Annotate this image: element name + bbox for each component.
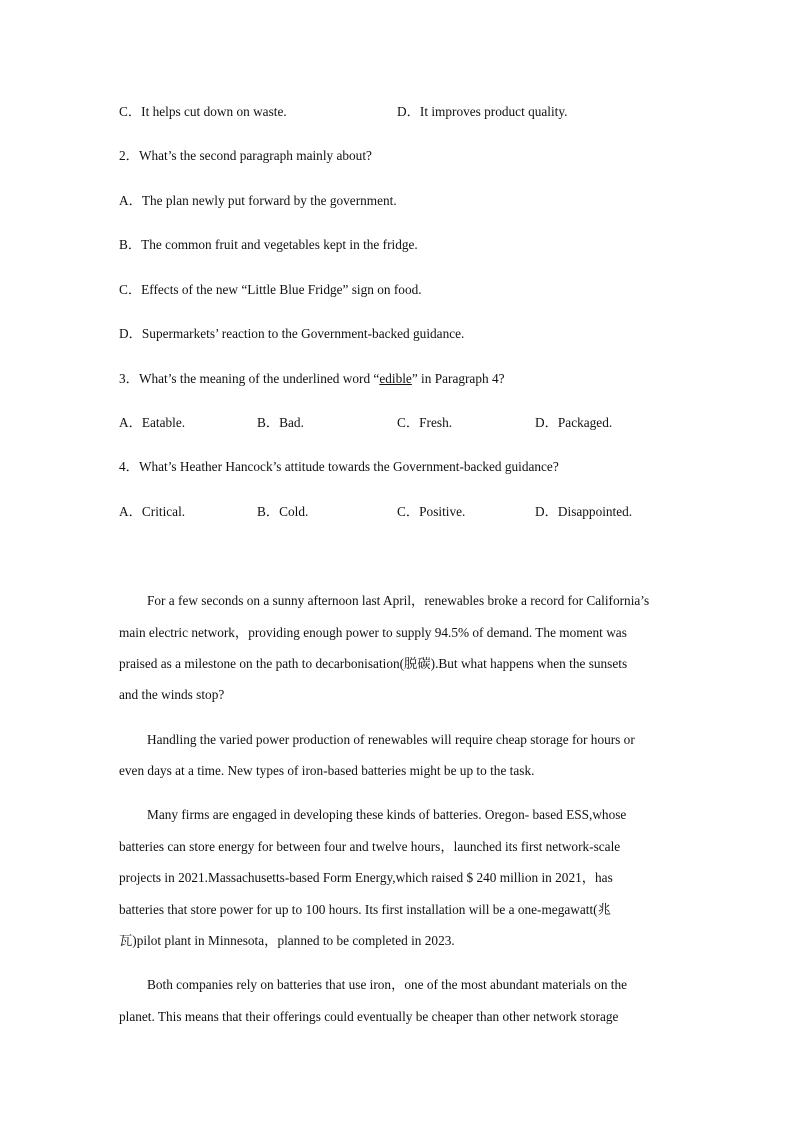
q3-option-b: B．Bad. xyxy=(257,415,304,430)
q3-option-c: C．Fresh. xyxy=(397,415,453,430)
passage-p1-line: main electric network，providing enough power to supply 94.5% of demand. The moment was xyxy=(119,625,627,640)
q4-option-c: C．Positive. xyxy=(397,504,466,519)
passage-p3-line: Many firms are engaged in developing these kinds of batteries. Oregon- based ESS,whose xyxy=(147,807,627,822)
q4-option-d: D．Disappointed. xyxy=(535,504,633,519)
q2-option-b: B．The common fruit and vegetables kept in the fridge. xyxy=(119,237,418,252)
q2-option-d: D．Supermarkets’ reaction to the Government-backed guidance. xyxy=(119,326,465,341)
q1-option-d: D．It improves product quality. xyxy=(397,104,568,119)
q3-underlined-word: edible xyxy=(379,371,412,386)
passage-p1-line: and the winds stop? xyxy=(119,687,225,702)
q3-stem-after: ” in Paragraph 4? xyxy=(411,371,505,386)
passage-p4-line: planet. This means that their offerings could eventually be cheaper than other network storage xyxy=(119,1009,619,1024)
q4-option-a: A．Critical. xyxy=(119,504,186,519)
passage-p3-line: 瓦)pilot plant in Minnesota，planned to be completed in 2023. xyxy=(119,933,455,948)
q4-stem: 4．What’s Heather Hancock’s attitude towards the Government-backed guidance? xyxy=(119,459,559,474)
passage-p3-line: batteries that store power for up to 100 hours. Its first installation will be a one-megawatt(兆 xyxy=(119,902,611,917)
q3-stem-before: 3．What’s the meaning of the underlined word “ xyxy=(119,371,380,386)
q2-stem: 2．What’s the second paragraph mainly about? xyxy=(119,148,372,163)
q4-option-b: B．Cold. xyxy=(257,504,309,519)
q3-option-a: A．Eatable. xyxy=(119,415,186,430)
passage-p1-line: For a few seconds on a sunny afternoon last April，renewables broke a record for California’s xyxy=(147,593,650,608)
passage-p1-line: praised as a milestone on the path to decarbonisation(脱碳).But what happens when the sunsets xyxy=(119,656,628,671)
passage-p3-line: batteries can store energy for between four and twelve hours，launched its first network-scale xyxy=(119,839,621,854)
passage-p4-line: Both companies rely on batteries that use iron，one of the most abundant materials on the xyxy=(147,977,628,992)
passage-p2-line: even days at a time. New types of iron-based batteries might be up to the task. xyxy=(119,763,535,778)
q2-option-c: C．Effects of the new “Little Blue Fridge” sign on food. xyxy=(119,282,422,297)
passage-p3-line: projects in 2021.Massachusetts-based Form Energy,which raised $ 240 million in 2021，has xyxy=(119,870,613,885)
q1-option-c: C．It helps cut down on waste. xyxy=(119,104,287,119)
q3-stem xyxy=(119,371,505,387)
q2-option-a: A．The plan newly put forward by the government. xyxy=(119,193,397,208)
q3-option-d: D．Packaged. xyxy=(535,415,613,430)
passage-p2-line: Handling the varied power production of renewables will require cheap storage for hours or xyxy=(147,732,635,747)
